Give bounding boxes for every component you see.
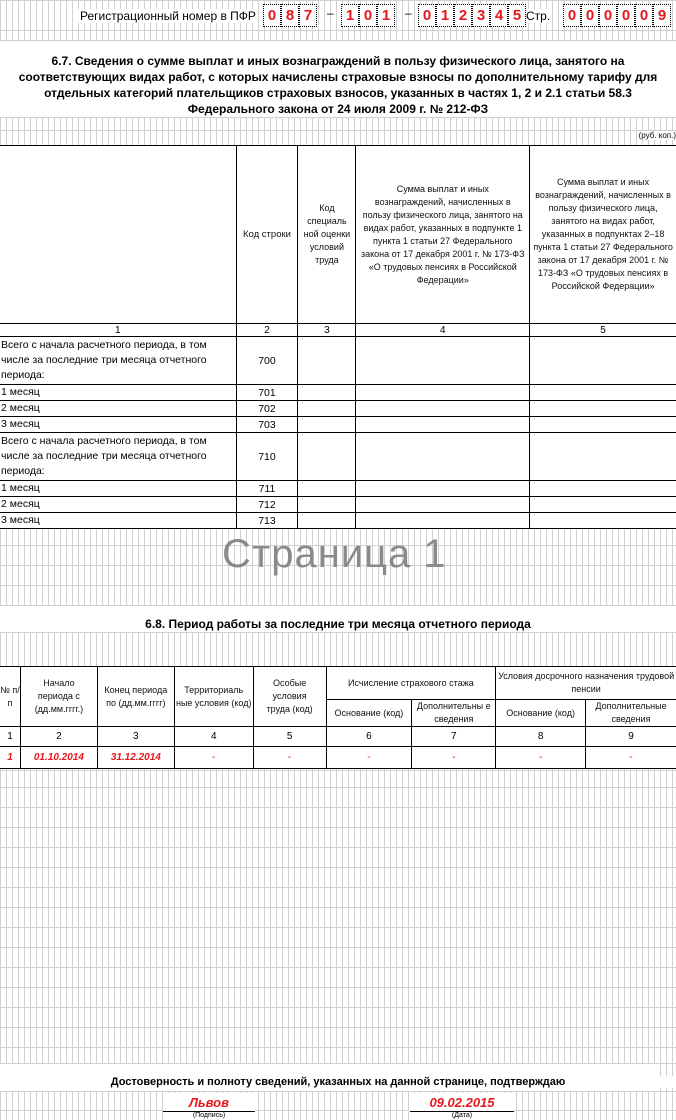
sum-cell[interactable]	[530, 337, 676, 385]
table-row	[0, 497, 676, 513]
reg-digit[interactable]: 5	[508, 4, 526, 27]
sum-cell[interactable]	[356, 417, 530, 433]
column-header-pension-basis: Основание (код)	[496, 700, 586, 727]
sum-cell[interactable]	[356, 337, 530, 385]
row-code: 711	[236, 481, 298, 497]
period-end-cell[interactable]: 31.12.2014	[97, 747, 174, 769]
territorial-code-cell[interactable]: -	[174, 747, 253, 769]
column-header-insurance-group: Исчисление страхового стажа	[326, 667, 496, 700]
date-field[interactable]: 09.02.2015	[429, 1095, 495, 1110]
reg-separator: –	[405, 6, 412, 20]
sum-cell[interactable]	[530, 481, 676, 497]
currency-unit-label: (руб. коп.)	[638, 131, 676, 140]
pension-basis-cell[interactable]: -	[496, 747, 586, 769]
reg-digit[interactable]: 2	[454, 4, 472, 27]
column-header-territorial: Территориаль ные условия (код)	[174, 667, 253, 727]
row-code: 713	[236, 513, 298, 529]
column-header-pension-extra: Дополнительные сведения	[586, 700, 676, 727]
sum-cell[interactable]	[530, 433, 676, 481]
sum-cell[interactable]	[530, 513, 676, 529]
reg-digit[interactable]: 0	[359, 4, 377, 27]
row-label: 2 месяц	[0, 497, 236, 513]
reg-digit[interactable]: 4	[490, 4, 508, 27]
page-digit[interactable]: 0	[599, 4, 617, 27]
column-header-insurance-extra: Дополнительны е сведения	[412, 700, 496, 727]
section-67-title: 6.7. Сведения о сумме выплат и иных вознаграждений в пользу физического лица, занятого на соответствующих видах работ, с которых начислены страховые взносы по дополнительному тарифу для отдельных категорий плательщиков страховых взносов, указанных в частях 1, 2 и 2.1 статьи 58.3 Федерального закона от 24 июля 2009 г. № 212-ФЗ	[0, 53, 676, 117]
confirmation-text: Достоверность и полноту сведений, указанных на данной странице, подтверждаю	[0, 1076, 676, 1088]
reg-digit[interactable]: 1	[377, 4, 395, 27]
assessment-code-cell[interactable]	[298, 417, 356, 433]
row-label: Всего с начала расчетного периода, в том числе за последние три месяца отчетного периода:	[0, 337, 236, 385]
table-row	[0, 417, 676, 433]
reg-digit[interactable]: 7	[299, 4, 317, 27]
row-code: 703	[236, 417, 298, 433]
column-header-end: Конец периода по (дд.мм.гггг)	[97, 667, 174, 727]
assessment-code-cell[interactable]	[298, 401, 356, 417]
payments-table	[0, 145, 676, 529]
reg-digit[interactable]: 1	[436, 4, 454, 27]
page-digit[interactable]: 9	[653, 4, 671, 27]
reg-separator: –	[327, 6, 334, 20]
row-label: 2 месяц	[0, 401, 236, 417]
assessment-code-cell[interactable]	[298, 481, 356, 497]
row-code: 700	[236, 337, 298, 385]
pension-extra-cell[interactable]: -	[586, 747, 676, 769]
sum-cell[interactable]	[530, 497, 676, 513]
table-row	[0, 747, 676, 769]
table-row	[0, 401, 676, 417]
column-header-row-code: Код строки	[236, 146, 298, 324]
insurance-extra-cell[interactable]: -	[412, 747, 496, 769]
reg-number-label: Регистрационный номер в ПФР	[80, 9, 256, 23]
row-number[interactable]: 1	[0, 747, 20, 769]
sum-cell[interactable]	[356, 513, 530, 529]
date-caption: (Дата)	[451, 1112, 473, 1119]
table-row	[0, 337, 676, 385]
page-digit[interactable]: 0	[617, 4, 635, 27]
column-numbers-row: 1 2 3 4 5 6 7 8 9	[0, 727, 676, 747]
column-header-sum-subclauses-2-18: Сумма выплат и иных вознаграждений, начисленных в пользу физического лица, занятого на видах работ, указанных в подпунктах 2–18 пункта 1 статьи 27 Федерального закона от 17 декабря 2001 г. № 173-ФЗ «О трудовых пенсиях в Российской Федерации»	[530, 146, 676, 324]
column-header-num: № п/п	[0, 667, 20, 727]
table-row	[0, 385, 676, 401]
row-label: 1 месяц	[0, 481, 236, 497]
sum-cell[interactable]	[356, 481, 530, 497]
row-label: Всего с начала расчетного периода, в том числе за последние три месяца отчетного периода:	[0, 433, 236, 481]
table-header-row	[0, 667, 676, 700]
page-label: Стр.	[526, 9, 551, 23]
sum-cell[interactable]	[530, 401, 676, 417]
page-digit[interactable]: 0	[581, 4, 599, 27]
reg-digit[interactable]: 3	[472, 4, 490, 27]
reg-digit[interactable]: 8	[281, 4, 299, 27]
sum-cell[interactable]	[356, 433, 530, 481]
row-code: 702	[236, 401, 298, 417]
sum-cell[interactable]	[530, 385, 676, 401]
column-numbers-row: 1 2 3 4 5	[0, 324, 676, 337]
row-code: 701	[236, 385, 298, 401]
column-header-insurance-basis: Основание (код)	[326, 700, 412, 727]
assessment-code-cell[interactable]	[298, 513, 356, 529]
reg-digit[interactable]: 0	[263, 4, 281, 27]
sum-cell[interactable]	[356, 497, 530, 513]
assessment-code-cell[interactable]	[298, 385, 356, 401]
page-watermark: Страница 1	[222, 532, 447, 576]
signature-caption: (Подпись)	[192, 1112, 226, 1119]
page-digit[interactable]: 0	[635, 4, 653, 27]
period-start-cell[interactable]: 01.10.2014	[20, 747, 97, 769]
sum-cell[interactable]	[356, 401, 530, 417]
column-header-start: Начало периода с (дд.мм.гггг.)	[20, 667, 97, 727]
assessment-code-cell[interactable]	[298, 337, 356, 385]
work-periods-table	[0, 666, 676, 769]
reg-digit[interactable]: 0	[418, 4, 436, 27]
special-conditions-cell[interactable]: -	[253, 747, 326, 769]
row-label: 3 месяц	[0, 513, 236, 529]
row-code: 712	[236, 497, 298, 513]
table-row	[0, 481, 676, 497]
column-header-pension-group: Условия досрочного назначения трудовой пенсии	[496, 667, 676, 700]
reg-digit[interactable]: 1	[341, 4, 359, 27]
row-label: 1 месяц	[0, 385, 236, 401]
signature-field[interactable]: Львов	[189, 1095, 229, 1110]
column-header-special: Особые условия труда (код)	[253, 667, 326, 727]
section-68-title: 6.8. Период работы за последние три месяца отчетного периода	[145, 617, 531, 631]
row-code: 710	[236, 433, 298, 481]
sum-cell[interactable]	[530, 417, 676, 433]
column-header-assessment-code: Код специаль ной оценки условий труда	[298, 146, 356, 324]
column-header-description	[0, 146, 236, 324]
row-label: 3 месяц	[0, 417, 236, 433]
column-header-sum-subclause-1: Сумма выплат и иных вознаграждений, начисленных в пользу физического лица, занятого на видах работ, указанных в подпункте 1 пункта 1 статьи 27 Федерального закона от 17 декабря 2001 г. № 173-ФЗ «О трудовых пенсиях в Российской Федерации»	[356, 146, 530, 324]
insurance-basis-cell[interactable]: -	[326, 747, 412, 769]
assessment-code-cell[interactable]	[298, 433, 356, 481]
page-digit[interactable]: 0	[563, 4, 581, 27]
table-header-row	[0, 146, 676, 324]
sum-cell[interactable]	[356, 385, 530, 401]
table-row	[0, 513, 676, 529]
assessment-code-cell[interactable]	[298, 497, 356, 513]
table-row	[0, 433, 676, 481]
